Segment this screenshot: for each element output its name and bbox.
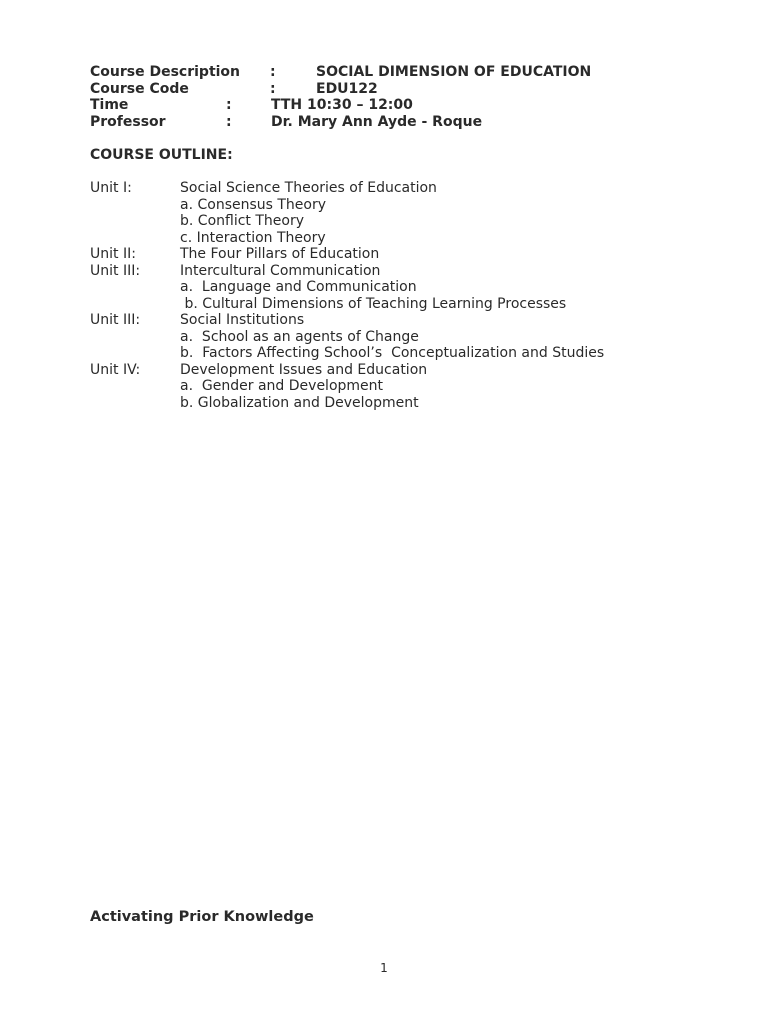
outline-item: b. Factors Affecting School’s Conceptualization and Studies [180,345,605,361]
professor-value: Dr. Mary Ann Ayde - Roque [271,114,483,130]
outline-item: Intercultural Communication [180,263,381,279]
course-description-colon: : [270,64,276,80]
outline-item: a. Gender and Development [180,378,384,394]
professor-colon: : [226,114,232,130]
unit-label: Unit III: [90,312,141,328]
outline-item: Social Institutions [180,312,305,328]
outline-item: b. Cultural Dimensions of Teaching Learning Processes [180,296,567,312]
course-code-value: EDU122 [316,81,378,97]
page-number: 1 [380,961,388,975]
outline-item: b. Globalization and Development [180,395,419,411]
outline-item: b. Conflict Theory [180,213,304,229]
course-code-label: Course Code [90,81,189,97]
course-code-colon: : [270,81,276,97]
outline-item: Social Science Theories of Education [180,180,437,196]
unit-label: Unit II: [90,246,136,262]
outline-item: a. Language and Communication [180,279,417,295]
section-heading: Activating Prior Knowledge [90,909,314,925]
outline-item: a. Consensus Theory [180,197,327,213]
course-outline-title: COURSE OUTLINE: [90,147,233,163]
outline-item: Development Issues and Education [180,362,428,378]
time-value: TTH 10:30 – 12:00 [271,97,413,113]
course-description-label: Course Description [90,64,241,80]
outline-item: The Four Pillars of Education [180,246,380,262]
unit-label: Unit I: [90,180,132,196]
outline-item: a. School as an agents of Change [180,329,419,345]
time-label: Time [90,97,129,113]
outline-item: c. Interaction Theory [180,230,326,246]
course-description-value: SOCIAL DIMENSION OF EDUCATION [316,64,592,80]
time-colon: : [226,97,232,113]
unit-label: Unit III: [90,263,141,279]
professor-label: Professor [90,114,166,130]
unit-label: Unit IV: [90,362,141,378]
